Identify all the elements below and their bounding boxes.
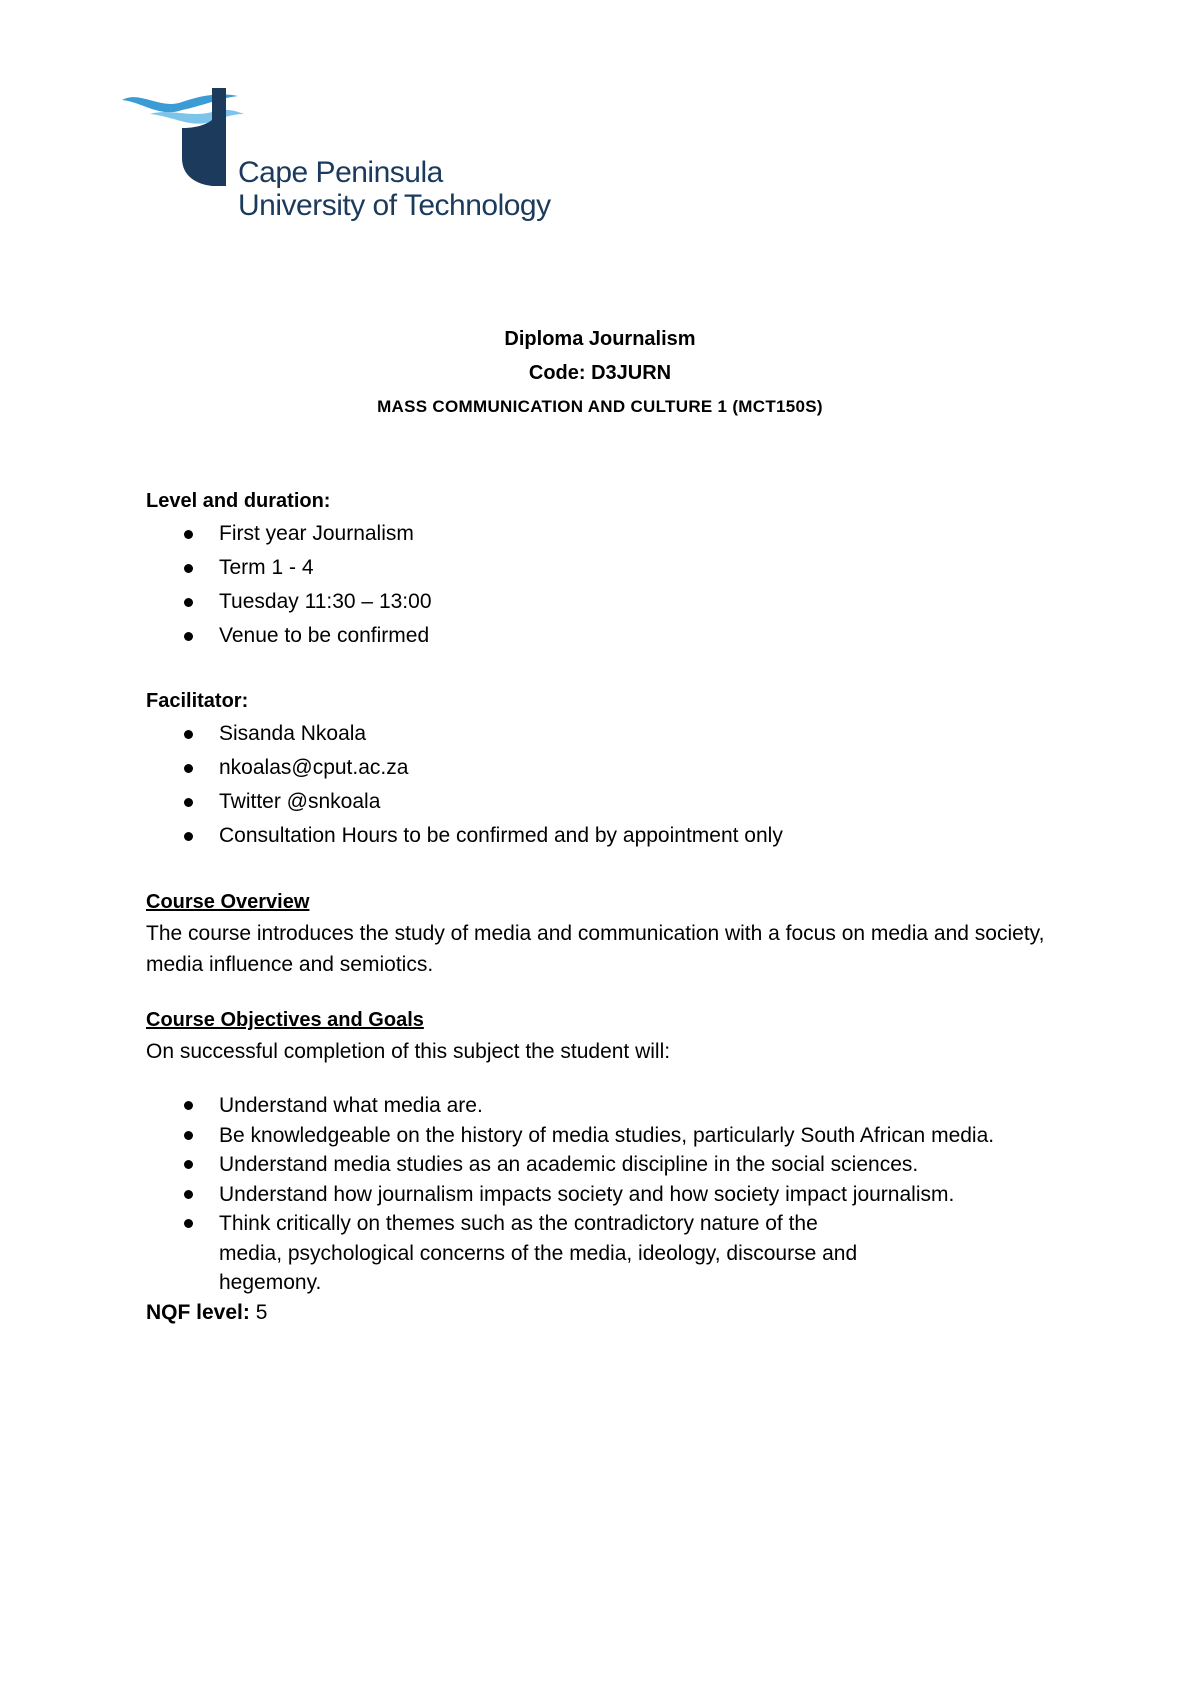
list-item: Understand media studies as an academic discipline in the social sciences.: [146, 1150, 1066, 1180]
level-section: [146, 485, 1076, 653]
bullet-icon: [184, 1101, 193, 1110]
level-heading: Level and duration:: [146, 490, 331, 512]
overview-heading: Course Overview: [146, 891, 310, 913]
bullet-icon: [184, 598, 193, 607]
bullet-icon: [184, 530, 193, 539]
university-logo: [120, 88, 580, 238]
objectives-intro: On successful completion of this subject the student will:: [146, 1040, 671, 1063]
list-item[interactable]: [146, 751, 1076, 785]
email-link[interactable]: nkoalas@cput.ac.za: [219, 756, 409, 779]
logo-wordmark: [238, 156, 551, 222]
overview-text: The course introduces the study of media and communication with a focus on media and society, media influence and semiotics.: [146, 922, 1045, 976]
nqf-value: 5: [255, 1300, 268, 1324]
list-item: Understand what media are.: [146, 1091, 1066, 1121]
facilitator-list: [146, 717, 1076, 853]
nqf-label: NQF level:: [146, 1300, 250, 1324]
nqf-level: [146, 1298, 1076, 1328]
bullet-icon: [184, 1160, 193, 1169]
facilitator-section: [146, 685, 1076, 853]
list-item: Venue to be confirmed: [146, 619, 1076, 653]
objectives-section: [146, 1004, 1076, 1328]
logo-line-2: University of Technology: [238, 189, 551, 222]
list-item: Term 1 - 4: [146, 551, 1076, 585]
bullet-icon: [184, 764, 193, 773]
program-title: Diploma Journalism: [504, 328, 696, 350]
list-item: Understand how journalism impacts society and how society impact journalism.: [146, 1180, 1066, 1210]
list-item: Consultation Hours to be confirmed and by appointment only: [146, 819, 1076, 853]
bullet-icon: [184, 1219, 193, 1228]
list-item: Be knowledgeable on the history of media studies, particularly South African media.: [146, 1121, 1066, 1151]
bullet-icon: [184, 730, 193, 739]
facilitator-heading: Facilitator:: [146, 690, 249, 712]
bullet-icon: [184, 632, 193, 641]
program-code: Code: D3JURN: [528, 362, 672, 384]
course-title: MASS COMMUNICATION AND CULTURE 1 (MCT150S): [377, 397, 823, 416]
logo-line-1: Cape Peninsula: [238, 156, 443, 189]
document-header: [0, 322, 1200, 424]
objectives-heading: Course Objectives and Goals: [146, 1009, 424, 1031]
list-item: Twitter @snkoala: [146, 785, 1076, 819]
bullet-icon: [184, 1131, 193, 1140]
level-list: [146, 517, 1076, 653]
overview-section: [146, 886, 1076, 980]
bullet-icon: [184, 832, 193, 841]
list-item: First year Journalism: [146, 517, 1076, 551]
bullet-icon: [184, 798, 193, 807]
objectives-list: [146, 1091, 1066, 1298]
list-item: Think critically on themes such as the contradictory nature of the media, psychological concerns of the media, ideology, discourse and hegemony.: [146, 1209, 1066, 1298]
list-item: Sisanda Nkoala: [146, 717, 1076, 751]
bullet-icon: [184, 564, 193, 573]
list-item: Tuesday 11:30 – 13:00: [146, 585, 1076, 619]
bullet-icon: [184, 1190, 193, 1199]
